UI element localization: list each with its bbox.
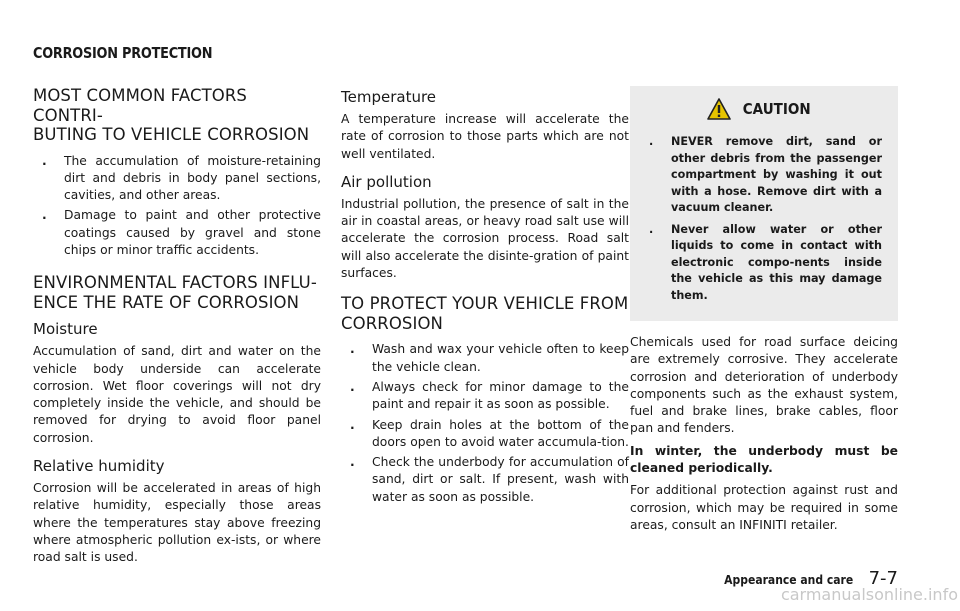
chemicals-text: Chemicals used for road surface deicing are extremely corrosive. They accelerate corrosion and deterioration of underbody components such as the exhaust system, fuel and brake lines, brake cables, floor pan and fenders.	[630, 335, 898, 436]
heading-moisture: Moisture	[33, 320, 98, 339]
bullet: .	[350, 379, 355, 394]
protect-list	[341, 341, 629, 506]
bullet: .	[350, 342, 355, 357]
bullet: .	[649, 222, 654, 236]
bullet: .	[649, 135, 654, 148]
caution-header	[640, 96, 882, 122]
list-item: . Wash and wax your vehicle often to keep the vehicle clean.	[350, 342, 629, 374]
air-pollution-text: Industrial pollution, the presence of salt in the air in coastal areas, or heavy road salt use will accelerate the corrosion process. Road salt will also accelerate the disinte-gration of paint surfaces.	[341, 196, 629, 281]
temperature-text: A temperature increase will accelerate the rate of corrosion to those parts which are not well ventilated.	[341, 112, 629, 161]
list-item: . Never allow water or other liquids to come in contact with electronic compo-nents inside the vehicle as this may damage them.	[649, 222, 882, 302]
list-item: . Always check for minor damage to the paint and repair it as soon as possible.	[350, 379, 629, 412]
warning-icon	[707, 98, 731, 120]
list-item: . Damage to paint and other protective coatings caused by gravel and stone chips or minor traffic accidents.	[42, 208, 321, 257]
page-number: 7-7	[868, 568, 898, 589]
footer-section-title: Appearance and care	[724, 573, 854, 587]
page-title: CORROSION PROTECTION	[33, 44, 213, 62]
list-item: . Keep drain holes at the bottom of the doors open to avoid water accumula-tion.	[350, 417, 629, 449]
common-factors-list	[33, 153, 321, 260]
list-item: . The accumulation of moisture-retaining dirt and debris in body panel sections, cavities, and other areas.	[42, 153, 321, 203]
caution-list	[640, 134, 882, 304]
bullet: .	[350, 455, 355, 470]
column-1	[33, 86, 321, 572]
list-item: . Check the underbody for accumulation of sand, dirt or salt. If present, wash with water as soon as possible.	[350, 455, 629, 504]
heading-common-factors: MOST COMMON FACTORS CONTRI- BUTING TO VEHICLE CORROSION	[33, 86, 310, 144]
caution-box	[630, 86, 898, 321]
additional-protection-text: For additional protection against rust and corrosion, which may be required in some areas, consult an INFINITI retailer.	[630, 483, 898, 532]
moisture-text: Accumulation of sand, dirt and water on the vehicle body underside can accelerate corrosion. Wet floor coverings will not dry completely inside the vehicle, and should be removed for drying to avoid floor panel corrosion.	[33, 344, 321, 445]
heading-air-pollution: Air pollution	[341, 172, 432, 191]
bullet: .	[350, 417, 355, 432]
winter-text: In winter, the underbody must be cleaned periodically.	[630, 443, 898, 476]
heading-relative-humidity: Relative humidity	[33, 457, 165, 476]
heading-temperature: Temperature	[341, 88, 437, 106]
column-2	[341, 86, 629, 514]
list-item: . NEVER remove dirt, sand or other debris from the passenger compartment by washing it out with a hose. Remove dirt with a vacuum cleaner.	[649, 135, 882, 214]
humidity-text: Corrosion will be accelerated in areas of high relative humidity, especially those areas where the temperatures stay above freezing where atmospheric pollution ex-ists, or where road salt is used.	[33, 481, 321, 565]
bullet: .	[42, 153, 47, 168]
column-3	[630, 86, 898, 539]
heading-protect-vehicle: TO PROTECT YOUR VEHICLE FROM CORROSION	[341, 294, 629, 333]
bullet: .	[42, 208, 47, 223]
heading-environmental-factors: ENVIRONMENTAL FACTORS INFLU- ENCE THE RATE OF CORROSION	[33, 273, 317, 312]
caution-label: CAUTION	[743, 100, 811, 118]
watermark: carmanualsonline.info	[780, 585, 958, 604]
